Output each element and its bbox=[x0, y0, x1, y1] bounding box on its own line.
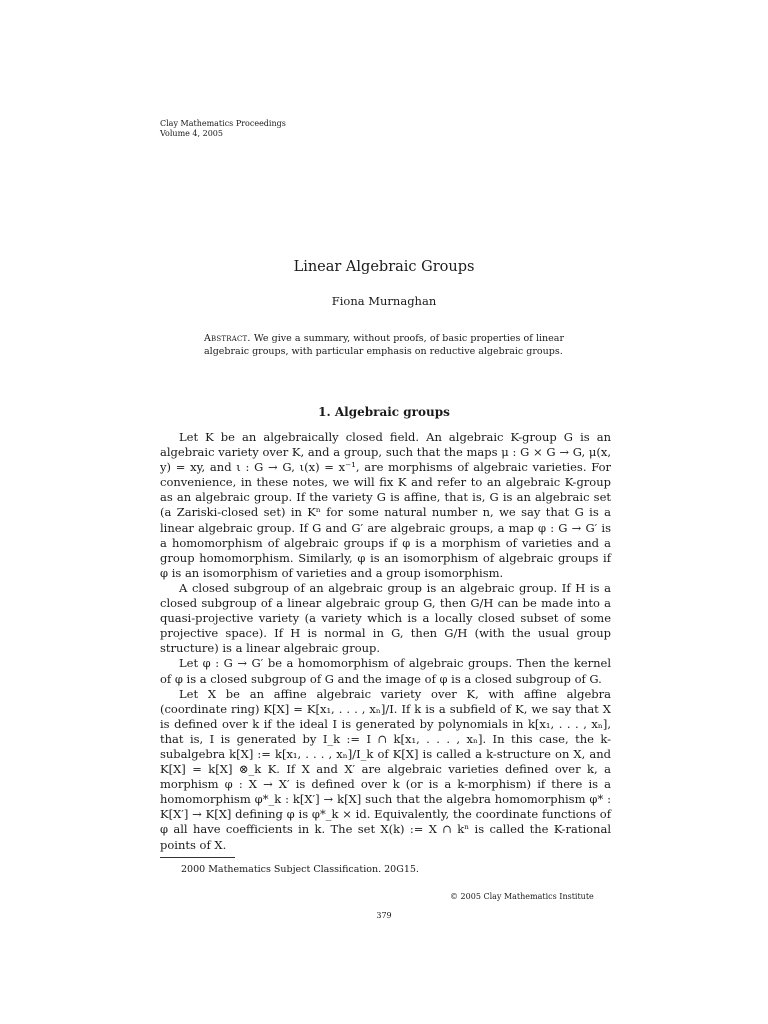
footnote: 2000 Mathematics Subject Classification. 20G15. bbox=[181, 864, 419, 875]
abstract bbox=[204, 332, 564, 358]
paper-author: Fiona Murnaghan bbox=[331, 294, 437, 308]
paper-title: Linear Algebraic Groups bbox=[293, 259, 475, 275]
section-heading: 1. Algebraic groups bbox=[318, 405, 450, 419]
paragraph: A closed subgroup of an algebraic group is an algebraic group. If H is a closed subgroup of a linear algebraic group G, then G/H can be made into a quasi-projective variety (a variety which is a locally closed subset of some projective space). If H is normal in G, then G/H (with the usual group structure) is a linear algebraic group. bbox=[160, 580, 611, 656]
copyright-notice: © 2005 Clay Mathematics Institute bbox=[450, 892, 594, 901]
section-body bbox=[160, 430, 611, 853]
journal-volume: Volume 4, 2005 bbox=[160, 129, 223, 138]
abstract-label: Abstract. bbox=[204, 333, 251, 344]
footnote-rule bbox=[160, 857, 235, 858]
journal-header bbox=[160, 119, 286, 139]
journal-name: Clay Mathematics Proceedings bbox=[160, 119, 286, 128]
paragraph: Let K be an algebraically closed field. An algebraic K-group G is an algebraic variety over K, and a group, such that the maps μ : G × G → G, μ(x, y) = xy, and ι : G → G, ι(x) = x⁻¹, are morphisms of algebraic varieties. For convenience, in these notes, we will fix K and refer to an algebraic K-group as an algebraic group. If the variety G is affine, that is, G is an algebraic set (a Zariski-closed set) in Kⁿ for some natural number n, we say that G is a linear algebraic group. If G and G′ are algebraic groups, a map φ : G → G′ is a homomorphism of algebraic groups if φ is a morphism of varieties and a group homomorphism. Similarly, φ is an isomorphism of algebraic groups if φ is an isomorphism of varieties and a group isomorphism. bbox=[160, 430, 611, 580]
paragraph: Let φ : G → G′ be a homomorphism of algebraic groups. Then the kernel of φ is a closed subgroup of G and the image of φ is a closed subgroup of G. bbox=[160, 656, 611, 686]
abstract-text: We give a summary, without proofs, of basic properties of linear algebraic groups, with particular emphasis on reductive algebraic groups. bbox=[204, 333, 564, 357]
paragraph: Let X be an affine algebraic variety over K, with affine algebra (coordinate ring) K[X] = K[x₁, . . . , xₙ]/I. If k is a subfield of K, we say that X is defined over k if the ideal I is generated by polynomials in k[x₁, . . . , xₙ], that is, I is generated by I_k := I ∩ k[x₁, . . . , xₙ]. In this case, the k-subalgebra k[X] := k[x₁, . . . , xₙ]/I_k of K[X] is called a k-structure on X, and K[X] = k[X] ⊗_k K. If X and X′ are algebraic varieties defined over k, a morphism φ : X → X′ is defined over k (or is a k-morphism) if there is a homomorphism φ*_k : k[X′] → k[X] such that the algebra homomorphism φ* : K[X′] → K[X] defining φ is φ*_k × id. Equivalently, the coordinate functions of φ all have coefficients in k. The set X(k) := X ∩ kⁿ is called the K-rational points of X. bbox=[160, 686, 611, 852]
page-number: 379 bbox=[376, 911, 392, 920]
